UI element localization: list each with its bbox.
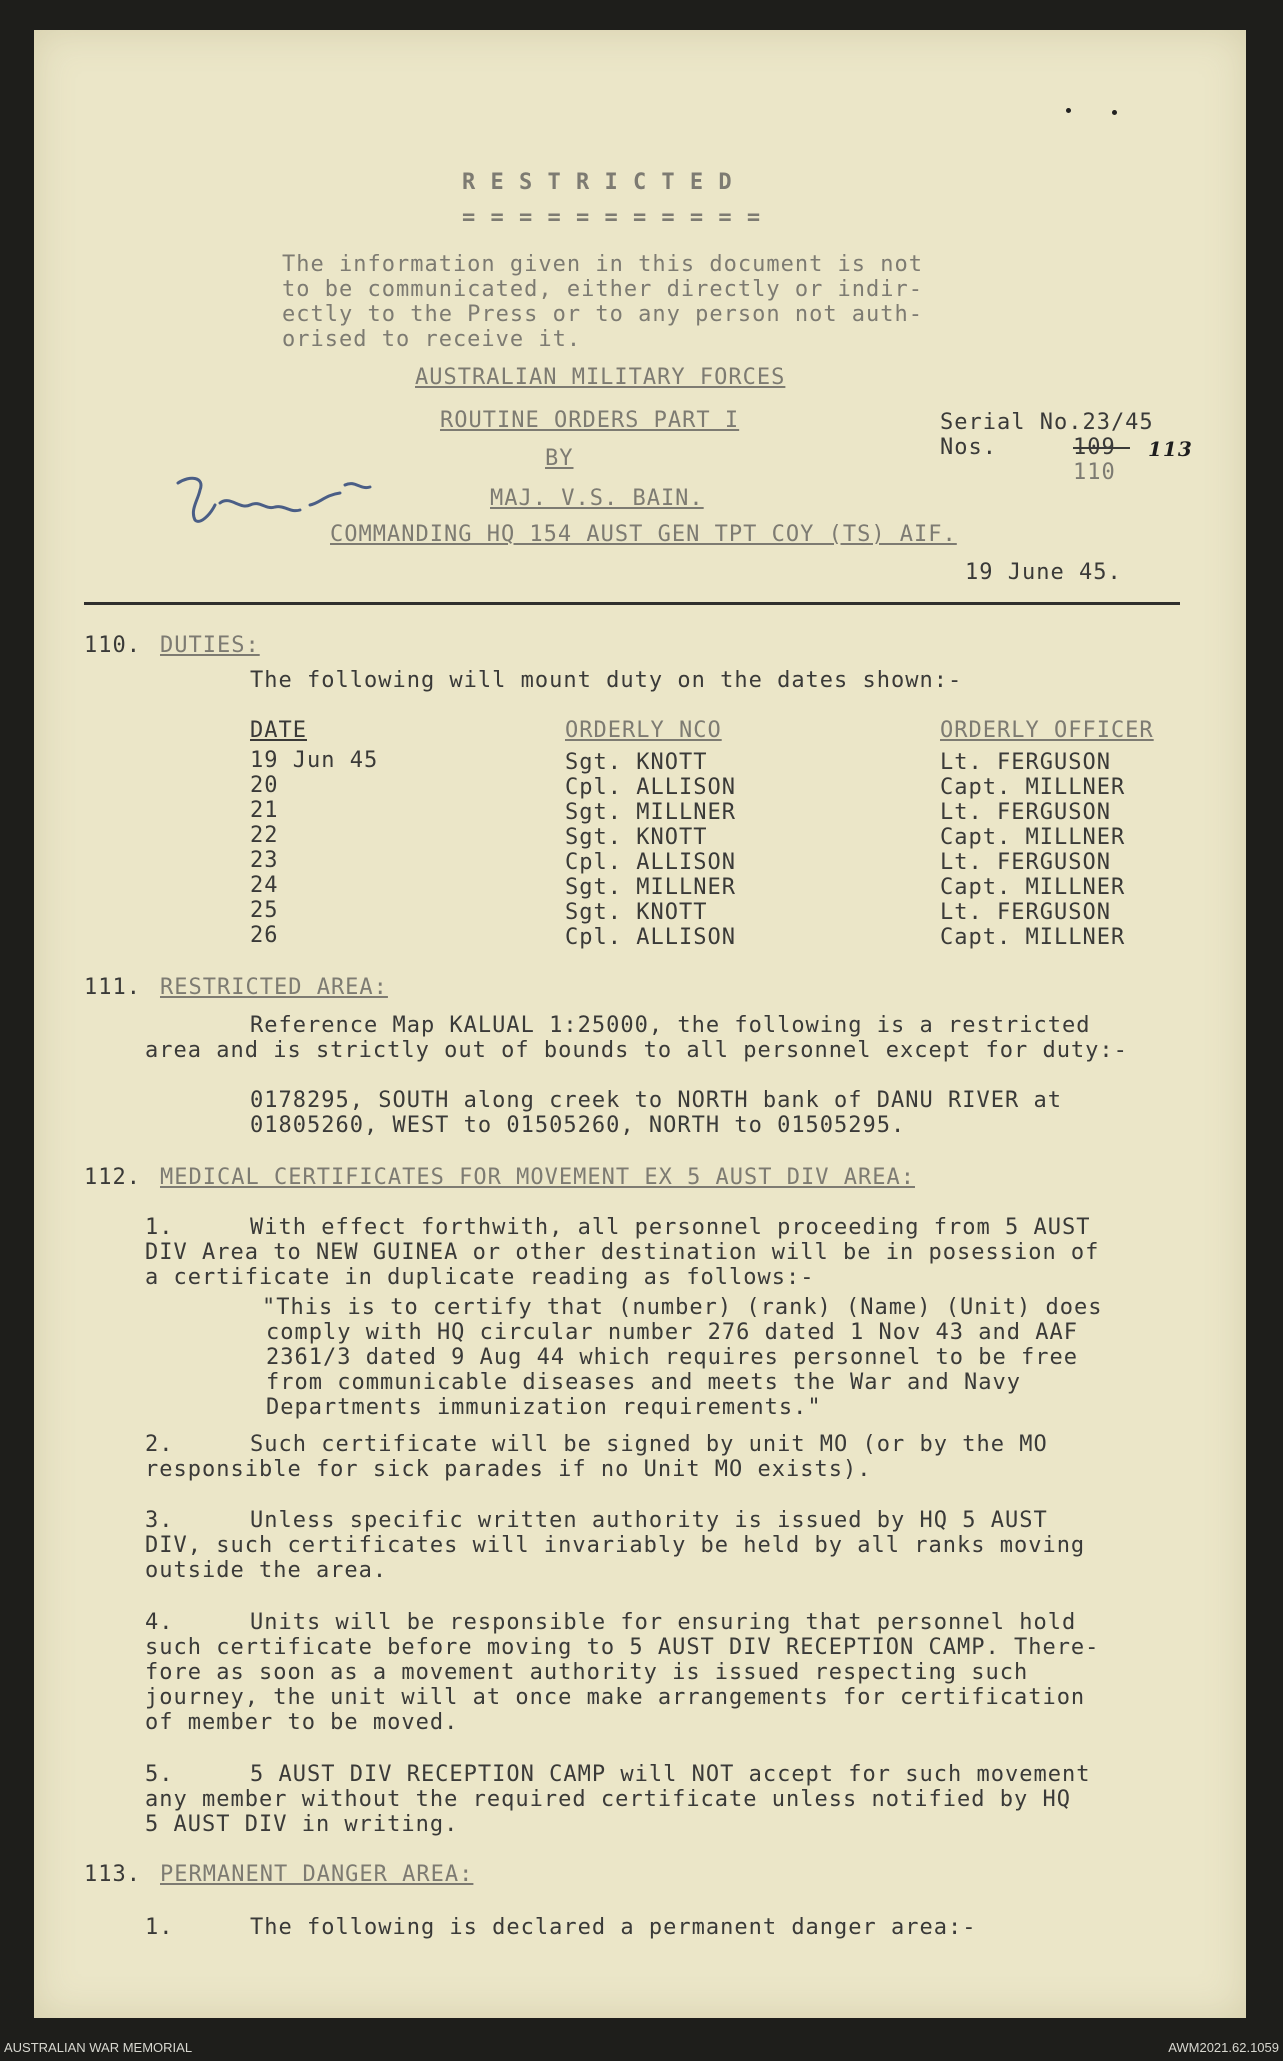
nos-struck: 109- <box>1073 435 1130 460</box>
coordinates-line: 01805260, WEST to 01505260, NORTH to 01505295. <box>250 1113 906 1138</box>
duties-intro: The following will mount duty on the dates shown:- <box>250 668 963 693</box>
quote-line: "This is to certify that (number) (rank) (Name) (Unit) does <box>262 1295 1103 1320</box>
paragraph-line: any member without the required certificate unless notified by HQ <box>145 1787 1071 1812</box>
paragraph-line: 5 AUST DIV RECEPTION CAMP will NOT accept for such movement <box>250 1762 1091 1787</box>
section-number: 113. <box>84 1862 141 1887</box>
row-date: 22 <box>250 823 279 848</box>
section-number: 111. <box>84 975 141 1000</box>
paragraph-number: 2. <box>145 1432 174 1457</box>
section-number: 110. <box>84 633 141 658</box>
paragraph-number: 5. <box>145 1762 174 1787</box>
paragraph-number: 1. <box>145 1915 174 1940</box>
paragraph-line: area and is strictly out of bounds to all personnel except for duty:- <box>145 1038 1128 1063</box>
signature-scribble <box>170 465 410 545</box>
serial-number: Serial No.23/45 <box>940 410 1154 435</box>
document-date: 19 June 45. <box>965 560 1122 585</box>
paragraph-line: Unless specific written authority is issued by HQ 5 AUST <box>250 1508 1048 1533</box>
paragraph-line: DIV, such certificates will invariably be held by all ranks moving <box>145 1533 1086 1558</box>
row-officer: Capt. MILLNER <box>940 825 1126 850</box>
row-officer: Lt. FERGUSON <box>940 900 1111 925</box>
quote-line: comply with HQ circular number 276 dated 1 Nov 43 and AAF <box>266 1320 1078 1345</box>
notice-line: orised to receive it. <box>282 327 582 352</box>
row-date: 24 <box>250 873 279 898</box>
paragraph-number: 4. <box>145 1610 174 1635</box>
nos-handwritten: 113 <box>1148 437 1193 461</box>
notice-line: The information given in this document is not <box>282 252 924 277</box>
officer-name: MAJ. V.S. BAIN. <box>490 486 704 511</box>
row-date: 25 <box>250 898 279 923</box>
notice-line: to be communicated, either directly or indir- <box>282 277 924 302</box>
row-officer: Lt. FERGUSON <box>940 750 1111 775</box>
section-heading: MEDICAL CERTIFICATES FOR MOVEMENT EX 5 AUST DIV AREA: <box>160 1165 915 1190</box>
row-nco: Sgt. KNOTT <box>565 900 708 925</box>
row-nco: Sgt. KNOTT <box>565 825 708 850</box>
paragraph-line: The following is declared a permanent danger area:- <box>250 1915 977 1940</box>
section-heading: DUTIES: <box>160 633 260 658</box>
column-header-officer: ORDERLY OFFICER <box>940 718 1154 743</box>
paragraph-line: such certificate before moving to 5 AUST DIV RECEPTION CAMP. There- <box>145 1635 1100 1660</box>
command-line: COMMANDING HQ 154 AUST GEN TPT COY (TS) AIF. <box>330 522 957 547</box>
paragraph-line: Such certificate will be signed by unit MO (or by the MO <box>250 1432 1048 1457</box>
row-officer: Capt. MILLNER <box>940 775 1126 800</box>
paragraph-number: 1. <box>145 1215 174 1240</box>
paragraph-line: outside the area. <box>145 1558 388 1583</box>
paragraph-number: 3. <box>145 1508 174 1533</box>
paragraph-line: responsible for sick parades if no Unit MO exists). <box>145 1457 872 1482</box>
row-officer: Capt. MILLNER <box>940 925 1126 950</box>
row-date: 21 <box>250 798 279 823</box>
row-nco: Cpl. ALLISON <box>565 850 736 875</box>
footer-accession: AWM2021.62.1059 <box>1168 2040 1279 2055</box>
orders-title: ROUTINE ORDERS PART I <box>440 408 740 433</box>
row-date: 23 <box>250 848 279 873</box>
paragraph-line: DIV Area to NEW GUINEA or other destination will be in posession of <box>145 1240 1100 1265</box>
paragraph-line: journey, the unit will at once make arrangements for certification <box>145 1685 1086 1710</box>
paragraph-line: With effect forthwith, all personnel proceeding from 5 AUST <box>250 1215 1091 1240</box>
row-nco: Sgt. MILLNER <box>565 800 736 825</box>
row-nco: Cpl. ALLISON <box>565 925 736 950</box>
section-heading: PERMANENT DANGER AREA: <box>160 1862 474 1887</box>
punch-mark <box>1066 108 1071 113</box>
coordinates-line: 0178295, SOUTH along creek to NORTH bank of DANU RIVER at <box>250 1088 1062 1113</box>
nos-label: Nos. <box>940 435 997 460</box>
row-date: 26 <box>250 923 279 948</box>
by-label: BY <box>545 446 574 471</box>
row-officer: Lt. FERGUSON <box>940 800 1111 825</box>
quote-line: 2361/3 dated 9 Aug 44 which requires personnel to be free <box>266 1345 1078 1370</box>
notice-line: ectly to the Press or to any person not auth- <box>282 302 924 327</box>
paragraph-line: Units will be responsible for ensuring that personnel hold <box>250 1610 1077 1635</box>
row-nco: Cpl. ALLISON <box>565 775 736 800</box>
row-officer: Capt. MILLNER <box>940 875 1126 900</box>
restricted-heading: R E S T R I C T E D <box>462 170 733 195</box>
footer-credit: AUSTRALIAN WAR MEMORIAL <box>4 2040 193 2055</box>
paragraph-line: of member to be moved. <box>145 1710 459 1735</box>
quote-line: from communicable diseases and meets the War and Navy <box>266 1370 1021 1395</box>
paragraph-line: fore as soon as a movement authority is issued respecting such <box>145 1660 1029 1685</box>
row-officer: Lt. FERGUSON <box>940 850 1111 875</box>
nos-value: 110 <box>1073 460 1116 485</box>
column-header-date: DATE <box>250 718 307 743</box>
org-name: AUSTRALIAN MILITARY FORCES <box>415 365 786 390</box>
row-nco: Sgt. MILLNER <box>565 875 736 900</box>
punch-mark <box>1112 110 1117 115</box>
quote-line: Departments immunization requirements." <box>266 1395 822 1420</box>
restricted-rule: = = = = = = = = = = = <box>462 205 762 230</box>
row-nco: Sgt. KNOTT <box>565 750 708 775</box>
paragraph-line: Reference Map KALUAL 1:25000, the following is a restricted <box>250 1013 1091 1038</box>
header-divider <box>84 602 1180 605</box>
column-header-nco: ORDERLY NCO <box>565 718 722 743</box>
section-number: 112. <box>84 1165 141 1190</box>
row-date: 20 <box>250 773 279 798</box>
section-heading: RESTRICTED AREA: <box>160 975 388 1000</box>
row-date: 19 Jun 45 <box>250 748 379 773</box>
paragraph-line: 5 AUST DIV in writing. <box>145 1812 459 1837</box>
paragraph-line: a certificate in duplicate reading as follows:- <box>145 1265 815 1290</box>
